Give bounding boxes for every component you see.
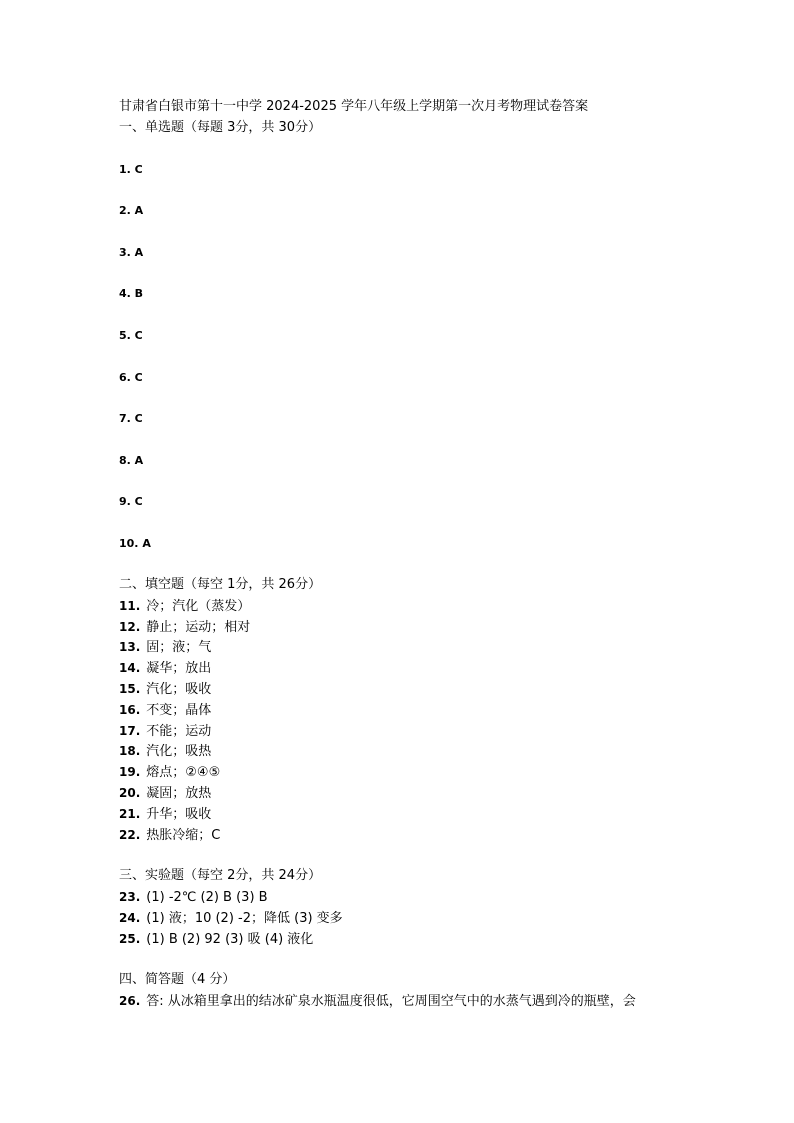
answer-text: 汽化；吸热	[146, 744, 212, 759]
question-number: 22.	[119, 828, 141, 842]
answer-text: 熔点；②④⑤	[146, 765, 221, 780]
short-answer	[119, 991, 636, 1011]
question-number: 20.	[119, 786, 141, 800]
question-number: 15.	[119, 682, 141, 696]
mc-answer: 5. C	[119, 329, 143, 342]
question-number: 19.	[119, 765, 141, 779]
fill-blank-answer	[119, 658, 211, 678]
answer-text: 不变；晶体	[146, 703, 212, 718]
mc-answer: 9. C	[119, 495, 143, 508]
section-heading-short-answer: 四、简答题（4 分）	[119, 972, 236, 987]
answer-text: 热胀冷缩；C	[146, 828, 221, 843]
section-heading-fill-blank: 二、填空题（每空 1分，共 26分）	[119, 577, 322, 592]
question-number: 26.	[119, 994, 141, 1008]
question-number: 14.	[119, 661, 141, 675]
fill-blank-answer	[119, 762, 220, 782]
mc-answer: 8. A	[119, 454, 144, 467]
question-number: 12.	[119, 620, 141, 634]
fill-blank-answer	[119, 825, 220, 845]
answer-text: 固；液；气	[146, 640, 212, 655]
section-heading-single-choice: 一、单选题（每题 3分，共 30分）	[119, 120, 322, 135]
answer-text: (1) B (2) 92 (3) 吸 (4) 液化	[146, 932, 314, 947]
mc-answer: 2. A	[119, 204, 144, 217]
fill-blank-answer	[119, 700, 211, 720]
mc-answer: 4. B	[119, 287, 144, 300]
experiment-answer	[119, 908, 343, 928]
answer-text: 冷；汽化（蒸发）	[146, 599, 251, 614]
section-heading-experiment: 三、实验题（每空 2分，共 24分）	[119, 868, 322, 883]
mc-answer: 10. A	[119, 537, 151, 550]
fill-blank-answer	[119, 804, 211, 824]
answer-text: 凝华；放出	[146, 661, 212, 676]
mc-answer: 7. C	[119, 412, 143, 425]
answer-text: (1) 液；10 (2) -2；降低 (3) 变多	[146, 911, 343, 926]
question-number: 13.	[119, 640, 141, 654]
answer-text: 不能；运动	[146, 724, 212, 739]
fill-blank-answer	[119, 617, 250, 637]
answer-text: 升华；吸收	[146, 807, 212, 822]
experiment-answer	[119, 929, 313, 949]
experiment-answer	[119, 887, 268, 907]
fill-blank-answer	[119, 637, 211, 657]
fill-blank-answer	[119, 679, 211, 699]
fill-blank-answer	[119, 596, 250, 616]
answer-text: (1) -2℃ (2) B (3) B	[146, 890, 268, 905]
question-number: 17.	[119, 724, 141, 738]
question-number: 16.	[119, 703, 141, 717]
question-number: 18.	[119, 744, 141, 758]
question-number: 23.	[119, 890, 141, 904]
mc-answer: 1. C	[119, 163, 143, 176]
fill-blank-answer	[119, 783, 211, 803]
document-title: 甘肃省白银市第十一中学 2024-2025 学年八年级上学期第一次月考物理试卷答案	[119, 99, 589, 114]
question-number: 11.	[119, 599, 141, 613]
answer-text: 答: 从冰箱里拿出的结冰矿泉水瓶温度很低，它周围空气中的水蒸气遇到冷的瓶壁，会	[146, 994, 636, 1009]
answer-text: 凝固；放热	[146, 786, 212, 801]
mc-answer: 6. C	[119, 371, 143, 384]
answer-text: 静止；运动；相对	[146, 620, 251, 635]
answer-text: 汽化；吸收	[146, 682, 212, 697]
mc-answer: 3. A	[119, 246, 144, 259]
fill-blank-answer	[119, 721, 211, 741]
question-number: 21.	[119, 807, 141, 821]
question-number: 24.	[119, 911, 141, 925]
fill-blank-answer	[119, 741, 211, 761]
question-number: 25.	[119, 932, 141, 946]
